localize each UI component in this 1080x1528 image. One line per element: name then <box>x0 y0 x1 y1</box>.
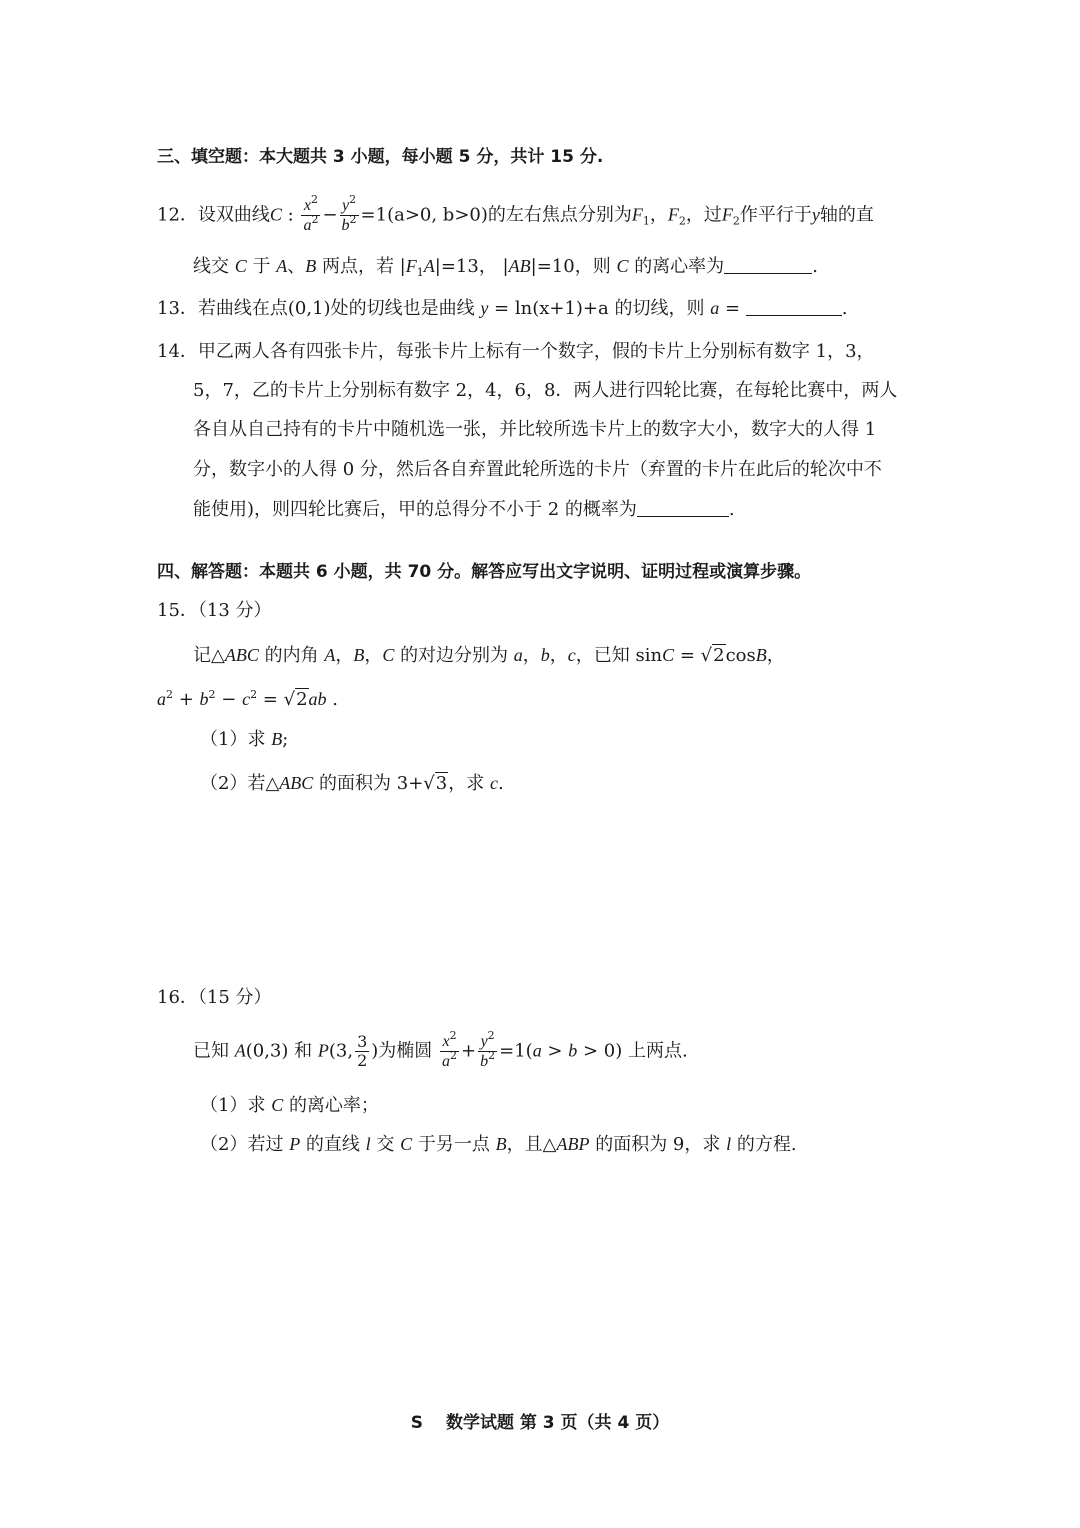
question-14-line-3: 各自从自己持有的卡片中随机选一张，并比较所选卡片上的数字大小，数字大的人得 1 <box>193 419 877 440</box>
question-16-part-1: （1）求 C 的离心率； <box>200 1095 379 1116</box>
question-12-eq2: =10，则 <box>536 256 611 277</box>
fraction-y2-b2: $\frac{y^2}{b^2}$ <box>341 193 357 234</box>
question-16-number: 16．（15 分） <box>157 987 272 1008</box>
question-16-text-a: 已知 <box>193 1040 229 1062</box>
question-15-eq: cos <box>725 645 756 666</box>
question-12-line2-c: 两点，若 <box>321 256 394 277</box>
question-12-lead: 设双曲线 <box>197 204 270 226</box>
question-12-text-d: 轴的直 <box>819 204 874 226</box>
question-16-part2-f: 的面积为 9，求 <box>595 1134 721 1155</box>
fraction-y2-b2-ellipse: $\frac{y^2}{b^2}$ <box>480 1029 496 1070</box>
question-12-line-1: 12．设双曲线C : $\frac{x^2}{a^2}$ − $\frac{y^2}{b^2}$ =1(a>0, b>0)的左右焦点分别为$F_1$，$F_2$，过$F_2$作平行于y轴的直 <box>157 193 874 234</box>
question-14-line-4: 分，数字小的人得 0 分，然后各自弃置此轮所选的卡片（弃置的卡片在此后的轮次中不 <box>193 459 882 480</box>
question-14-number: 14． <box>157 341 198 362</box>
answer-blank-12[interactable] <box>724 255 812 274</box>
question-15-number: 15．（13 分） <box>157 600 272 621</box>
question-12-line2-b: 于 <box>252 256 271 277</box>
question-13-line: 13．若曲线在点(0,1)处的切线也是曲线 y = ln(x+1)+a 的切线，则 a = . <box>157 298 848 319</box>
section-4-header: 四、解答题：本题共 6 小题，共 70 分。解答应写出文字说明、证明过程或演算步骤。 <box>157 562 812 582</box>
question-12-text-c: 作平行于 <box>739 204 812 226</box>
question-16-part2-e: ，且△ <box>506 1134 557 1155</box>
question-15-line-2: $a^2 + b^2 - c^2 = √2ab$ . <box>157 688 338 710</box>
question-15-part-1: （1）求 B; <box>200 729 289 750</box>
question-16-text-d: 上两点. <box>627 1040 688 1062</box>
question-15-text-c: 的对边分别为 <box>400 645 509 666</box>
question-12-condition: =1(a>0, b>0) <box>360 204 488 226</box>
question-12-text-b: ，过 <box>685 204 722 226</box>
question-15-part2-c: ，求 <box>448 773 485 794</box>
question-12-line-2: 线交 C 于 A、B 两点，若 $|F_1A|=13$， |AB|=10，则 C 的离心率为 . <box>193 256 818 279</box>
question-16-part1-a: （1）求 <box>200 1095 266 1116</box>
question-15-line-1: 记△ABC 的内角 A，B，C 的对边分别为 a，b，c，已知 sinC = √2cosB， <box>193 645 785 666</box>
question-15-text-a: 记△ <box>193 645 225 666</box>
fraction-3-2: $\frac{3}{2}$ <box>357 1032 368 1070</box>
question-15-text-d: ，已知 <box>575 645 630 666</box>
page-footer: S 数学试题 第 3 页（共 4 页） <box>410 1413 670 1433</box>
question-14-line-1 <box>157 339 875 365</box>
fraction-x2-a2-ellipse: $\frac{x^2}{a^2}$ <box>442 1029 458 1070</box>
question-16-text-c: 为椭圆 <box>378 1040 433 1062</box>
question-14-line-5: 能使用)，则四轮比赛后，甲的总得分不小于 2 的概率为 . <box>193 499 735 520</box>
question-13-text-a: 若曲线在点 <box>197 298 288 319</box>
question-15-part-2: （2）若△ABC 的面积为 3+√3，求 c. <box>200 773 504 794</box>
question-13-text-b: 处的切线也是曲线 <box>330 298 475 319</box>
question-12-eq1: =13， <box>440 256 497 277</box>
question-14-line-2: 5，7，乙的卡片上分别标有数字 2，4，6，8．两人进行四轮比赛，在每轮比赛中，两人 <box>193 380 898 401</box>
question-13-point: (0,1) <box>287 298 331 319</box>
question-14-text-5: 能使用)，则四轮比赛后，甲的总得分不小于 2 的概率为 <box>193 499 637 520</box>
question-15-part2-b: 的面积为 <box>319 773 392 794</box>
question-12-text-a: 的左右焦点分别为 <box>487 204 632 226</box>
question-16-part2-c: 交 <box>376 1134 395 1155</box>
question-12-line2-a: 线交 <box>193 256 229 277</box>
question-16-part2-g: 的方程. <box>736 1134 797 1155</box>
question-13-formula: ln(x+1)+a <box>514 298 609 319</box>
fraction-x2-a2: $\frac{x^2}{a^2}$ <box>303 193 319 234</box>
answer-blank-14[interactable] <box>637 498 729 517</box>
question-16-part2-b: 的直线 <box>305 1134 360 1155</box>
question-16-part2-d: 于另一点 <box>417 1134 490 1155</box>
question-15-part1-text: （1）求 <box>200 729 266 750</box>
question-14-text-1: 甲乙两人各有四张卡片，每张卡片上标有一个数字，假的卡片上分别标有数字 1，3， <box>197 341 875 362</box>
question-15-text-b: 的内角 <box>264 645 319 666</box>
question-16-part-2: （2）若过 P 的直线 l 交 C 于另一点 B，且△ABP 的面积为 9，求 l 的方程. <box>200 1134 797 1155</box>
answer-blank-13[interactable] <box>746 297 842 316</box>
question-13-text-c: 的切线，则 <box>614 298 705 319</box>
question-12-number: 12． <box>157 204 198 226</box>
question-16-part1-b: 的离心率； <box>288 1095 379 1116</box>
question-15-part2-a: （2）若△ <box>200 773 280 794</box>
question-16-line-1: 已知 A(0,3) 和 P(3, $\frac{3}{2}$ )为椭圆 $\frac{x^2}{a^2}$ + $\frac{y^2}{b^2}$ =1(a > b > 0) 上两点. <box>193 1029 688 1070</box>
question-12-line2-d: 的离心率为 <box>634 256 725 277</box>
question-13-number: 13． <box>157 298 198 319</box>
section-3-header: 三、填空题：本大题共 3 小题，每小题 5 分，共计 15 分. <box>157 147 604 167</box>
question-16-text-b: 和 <box>294 1040 313 1062</box>
question-16-part2-a: （2）若过 <box>200 1134 284 1155</box>
